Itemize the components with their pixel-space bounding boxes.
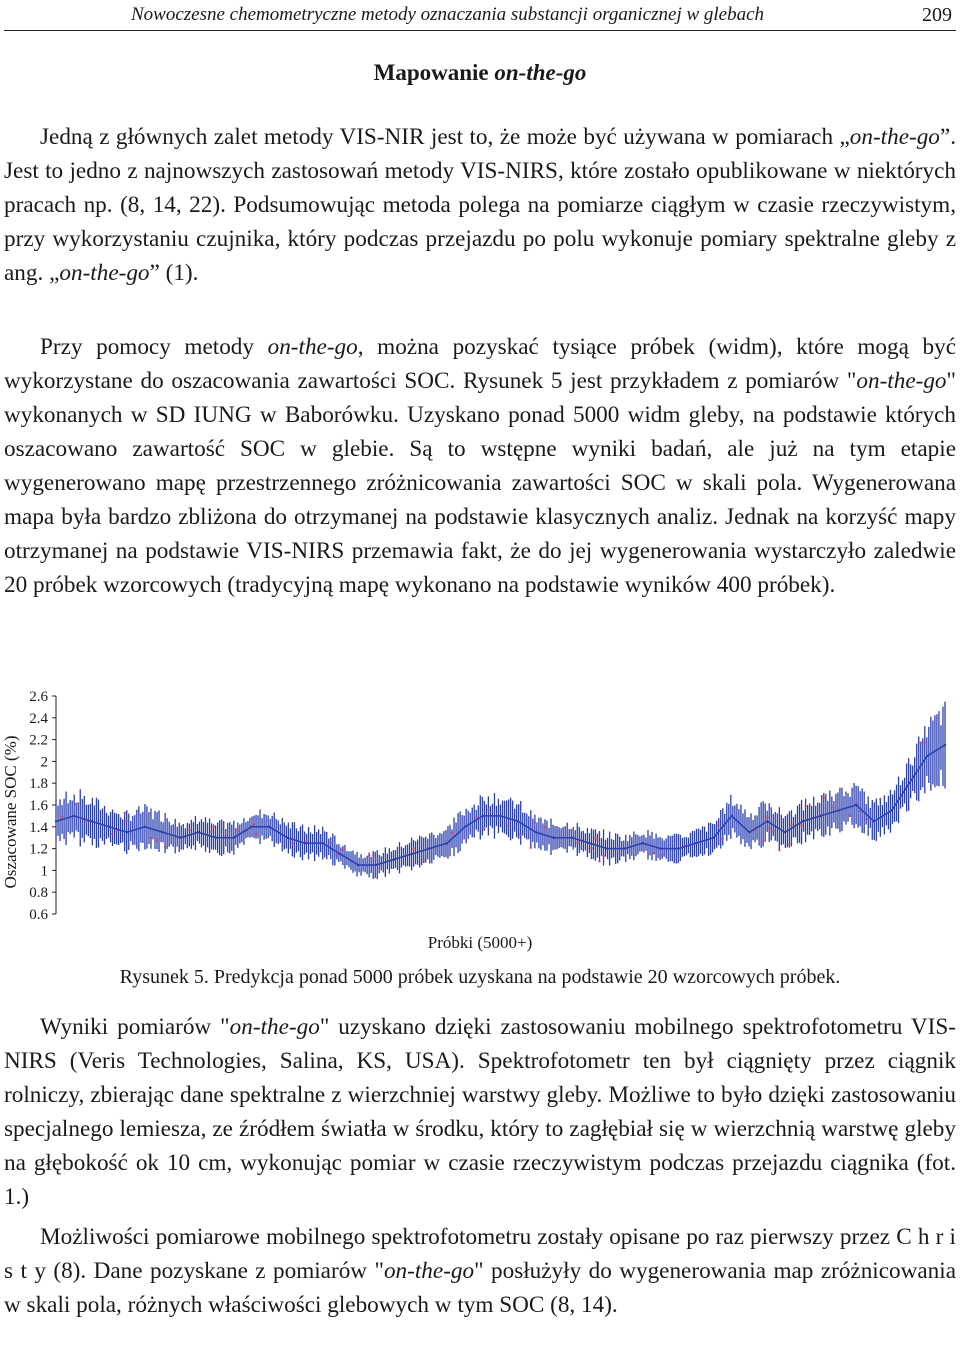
series-point xyxy=(802,820,804,822)
outlier-point xyxy=(823,797,825,799)
series-point xyxy=(855,804,857,806)
outlier-point xyxy=(508,825,510,827)
p1-italic-1: on-the-go xyxy=(849,124,940,150)
series-point xyxy=(90,820,92,822)
series-point xyxy=(713,837,715,839)
series-point xyxy=(322,842,324,844)
series-point xyxy=(250,826,252,828)
outlier-point xyxy=(487,809,489,811)
series-point xyxy=(446,842,448,844)
figure-caption: Rysunek 5. Predykcja ponad 5000 próbek uzyskana na podstawie 20 wzorcowych próbek. xyxy=(119,966,841,988)
series-point xyxy=(410,853,412,855)
series-point xyxy=(784,831,786,833)
outlier-point xyxy=(768,827,770,829)
series-point xyxy=(393,858,395,860)
outlier-point xyxy=(590,847,592,849)
series-point xyxy=(233,837,235,839)
y-tick-label: 0.8 xyxy=(29,885,48,902)
series-point xyxy=(482,815,484,817)
series-point xyxy=(677,847,679,849)
series-point xyxy=(499,815,501,817)
series-point xyxy=(428,847,430,849)
outlier-point xyxy=(423,859,425,861)
series-point xyxy=(464,826,466,828)
outlier-point xyxy=(112,833,114,835)
p2-text-1: Przy pomocy metody xyxy=(40,334,268,360)
section-heading-text: Mapowanie xyxy=(373,60,495,85)
outlier-point xyxy=(237,830,239,832)
outlier-point xyxy=(859,810,861,812)
outlier-point xyxy=(865,818,867,820)
page-number: 209 xyxy=(922,4,952,26)
paragraph-4 xyxy=(4,1220,956,1322)
series-point xyxy=(179,837,181,839)
p1-text-2: ”. Jest to jedno z najnowszych zastosowań metody VIS-NIRS, które zostało opublikowane w niektórych pracach np. (8, 14, 22). Podsumowując metoda polega na pomiarze ciągłym w czasie rzeczywistym, przy wykorzystaniu czujnika, który podczas przejazdu po polu wykonuje pomiary spektralne gleby z ang. „ xyxy=(4,124,956,286)
outlier-point xyxy=(413,848,415,850)
series-point xyxy=(268,826,270,828)
outlier-point xyxy=(164,846,166,848)
outlier-point xyxy=(534,822,536,824)
outlier-point xyxy=(75,803,77,805)
series-point xyxy=(926,755,928,757)
p2-text-2: , można pozyskać tysiące próbek (widm), które mogą być wykorzystane do oszacowania zawartości SOC. Rysunek 5 jest przykładem z pomiarów " xyxy=(4,334,956,394)
section-heading-italic: on-the-go xyxy=(494,60,587,85)
y-tick-label: 1.4 xyxy=(29,819,48,836)
outlier-point xyxy=(718,824,720,826)
outlier-point xyxy=(124,812,126,814)
outlier-point xyxy=(330,842,332,844)
y-tick-label: 2.2 xyxy=(29,732,48,749)
series-point xyxy=(553,837,555,839)
outlier-point xyxy=(722,838,724,840)
outlier-point xyxy=(61,816,63,818)
outlier-point xyxy=(211,831,213,833)
paragraph-1 xyxy=(4,120,956,290)
outlier-point xyxy=(336,853,338,855)
outlier-point xyxy=(603,855,605,857)
p2-italic-1: on-the-go xyxy=(267,334,358,360)
outlier-point xyxy=(772,830,774,832)
series-point xyxy=(535,831,537,833)
series-point xyxy=(73,815,75,817)
outlier-point xyxy=(762,840,764,842)
section-heading xyxy=(0,60,960,86)
series-point xyxy=(517,820,519,822)
p2-text-3: " wykonanych w SD IUNG w Baborówku. Uzyskano ponad 5000 widm gleby, na podstawie których oszacowano zawartość SOC w glebie. Są to wstępne wyniki badań, ale już na tym etapie wygenerowano mapę przestrzennego zróżnicowania zawartości SOC w skali pola. Wygenerowana mapa była bardzo zbliżona do otrzymanej na podstawie klasycznych analiz. Jednak na korzyść mapy otrzymanej na podstawie VIS-NIRS przemawia fakt, że do jej wygenerowania wystarczyło zaledwie 20 próbek wzorcowych (tradycyjną mapę wykonano na podstawie wyników 400 próbek). xyxy=(4,368,956,598)
outlier-point xyxy=(126,820,128,822)
y-axis-label: Oszacowane SOC (%) xyxy=(1,735,20,889)
series-point xyxy=(570,837,572,839)
series-point xyxy=(55,820,57,822)
y-tick-label: 2.6 xyxy=(29,689,48,705)
series-point xyxy=(144,826,146,828)
p4-text-1: Możliwości pomiarowe mobilnego spektrofotometru zostały opisane po raz pierwszy przez C h r i s t y (8). Dane pozyskane z pomiarów " xyxy=(4,1224,956,1284)
p4-text-2: " posłużyły do wygenerowania map zróżnicowania w skali pola, różnych właściwości glebowych w tym SOC (8, 14). xyxy=(4,1258,957,1318)
outlier-point xyxy=(596,839,598,841)
series-point xyxy=(624,847,626,849)
series-point xyxy=(695,842,697,844)
outlier-point xyxy=(544,826,546,828)
series-point xyxy=(642,842,644,844)
outlier-point xyxy=(156,839,158,841)
series-point xyxy=(819,815,821,817)
outlier-point xyxy=(879,799,881,801)
series-point xyxy=(304,842,306,844)
series-point xyxy=(890,809,892,811)
outlier-point xyxy=(661,854,663,856)
series-point xyxy=(108,826,110,828)
outlier-point xyxy=(849,815,851,817)
p4-italic-1: on-the-go xyxy=(383,1258,475,1284)
outlier-point xyxy=(924,742,926,744)
x-axis-label: Próbki (5000+) xyxy=(427,933,533,952)
series-point xyxy=(197,831,199,833)
series-point xyxy=(908,782,910,784)
outlier-point xyxy=(342,849,344,851)
series-point xyxy=(606,847,608,849)
p3-italic-1: on-the-go xyxy=(229,1014,320,1040)
series-point xyxy=(126,831,128,833)
outlier-point xyxy=(520,834,522,836)
outlier-point xyxy=(291,842,293,844)
y-tick-label: 1.6 xyxy=(29,798,48,814)
p2-italic-2: on-the-go xyxy=(856,368,947,394)
outlier-point xyxy=(576,842,578,844)
outlier-point xyxy=(766,817,768,819)
y-tick-label: 0.6 xyxy=(29,907,48,923)
series-point xyxy=(375,864,377,866)
series-point xyxy=(730,815,732,817)
series-point xyxy=(659,847,661,849)
outlier-point xyxy=(483,827,485,829)
outlier-point xyxy=(920,742,922,744)
series-point xyxy=(944,744,946,746)
y-tick-label: 1 xyxy=(40,863,48,880)
outlier-point xyxy=(188,829,190,831)
p3-text-2: " uzyskano dzięki zastosowaniu mobilnego spektrofotometru VIS-NIRS (Veris Technologies, Salina, KS, USA). Spektrofotometr ten był ciągnięty przez ciągnik rolniczy, zbierając dane spektralne z wierzchniej warstwy gleby. Możliwe to było dzięki zastosowaniu specjalnego lemiesza, ze źródłem światła w środku, który to zagłębiał się w wierzchnią warstwę gleby na głębokość ok 10 cm, wykonując pomiar w czasie rzeczywistym podczas przejazdu ciągnika (fot. 1.) xyxy=(4,1014,956,1210)
series-point xyxy=(339,853,341,855)
outlier-point xyxy=(451,832,453,834)
running-header xyxy=(4,0,956,31)
outlier-point xyxy=(253,824,255,826)
outlier-point xyxy=(213,826,215,828)
outlier-point xyxy=(530,847,532,849)
paragraph-3 xyxy=(4,1010,956,1214)
outlier-point xyxy=(788,843,790,845)
y-tick-label: 1.2 xyxy=(29,841,48,858)
p1-text-1: Jedną z głównych zalet metody VIS-NIR jest to, że może być używana w pomiarach „ xyxy=(40,124,850,150)
p1-italic-2: on-the-go xyxy=(59,260,150,286)
series-point xyxy=(837,809,839,811)
y-tick-labels xyxy=(29,689,56,923)
p3-text-1: Wyniki pomiarów " xyxy=(40,1014,230,1040)
outlier-point xyxy=(801,824,803,826)
figure-5-chart xyxy=(0,682,960,962)
outlier-point xyxy=(594,837,596,839)
outlier-point xyxy=(805,805,807,807)
series-point xyxy=(873,820,875,822)
outlier-point xyxy=(653,852,655,854)
outlier-point xyxy=(368,855,370,857)
series-point xyxy=(748,831,750,833)
y-tick-label: 1.8 xyxy=(29,776,48,793)
outlier-point xyxy=(778,849,780,851)
outlier-point xyxy=(372,854,374,856)
outlier-point xyxy=(306,840,308,842)
paragraph-2 xyxy=(4,330,956,602)
series-point xyxy=(286,837,288,839)
outlier-point xyxy=(150,837,152,839)
running-title: Nowoczesne chemometryczne metody oznaczania substancji organicznej w glebach xyxy=(131,4,765,25)
prediction-spread xyxy=(56,702,945,879)
y-tick-label: 2 xyxy=(40,754,48,771)
soc-prediction-chart xyxy=(0,682,960,962)
outlier-point xyxy=(255,834,257,836)
series-point xyxy=(215,837,217,839)
series-point xyxy=(357,864,359,866)
series-point xyxy=(161,831,163,833)
series-point xyxy=(588,842,590,844)
outlier-point xyxy=(599,860,601,862)
outlier-point xyxy=(790,824,792,826)
y-tick-label: 2.4 xyxy=(29,710,48,727)
outlier-point xyxy=(475,816,477,818)
series-point xyxy=(766,820,768,822)
outlier-point xyxy=(831,806,833,808)
p1-text-3: ” (1). xyxy=(149,260,199,286)
